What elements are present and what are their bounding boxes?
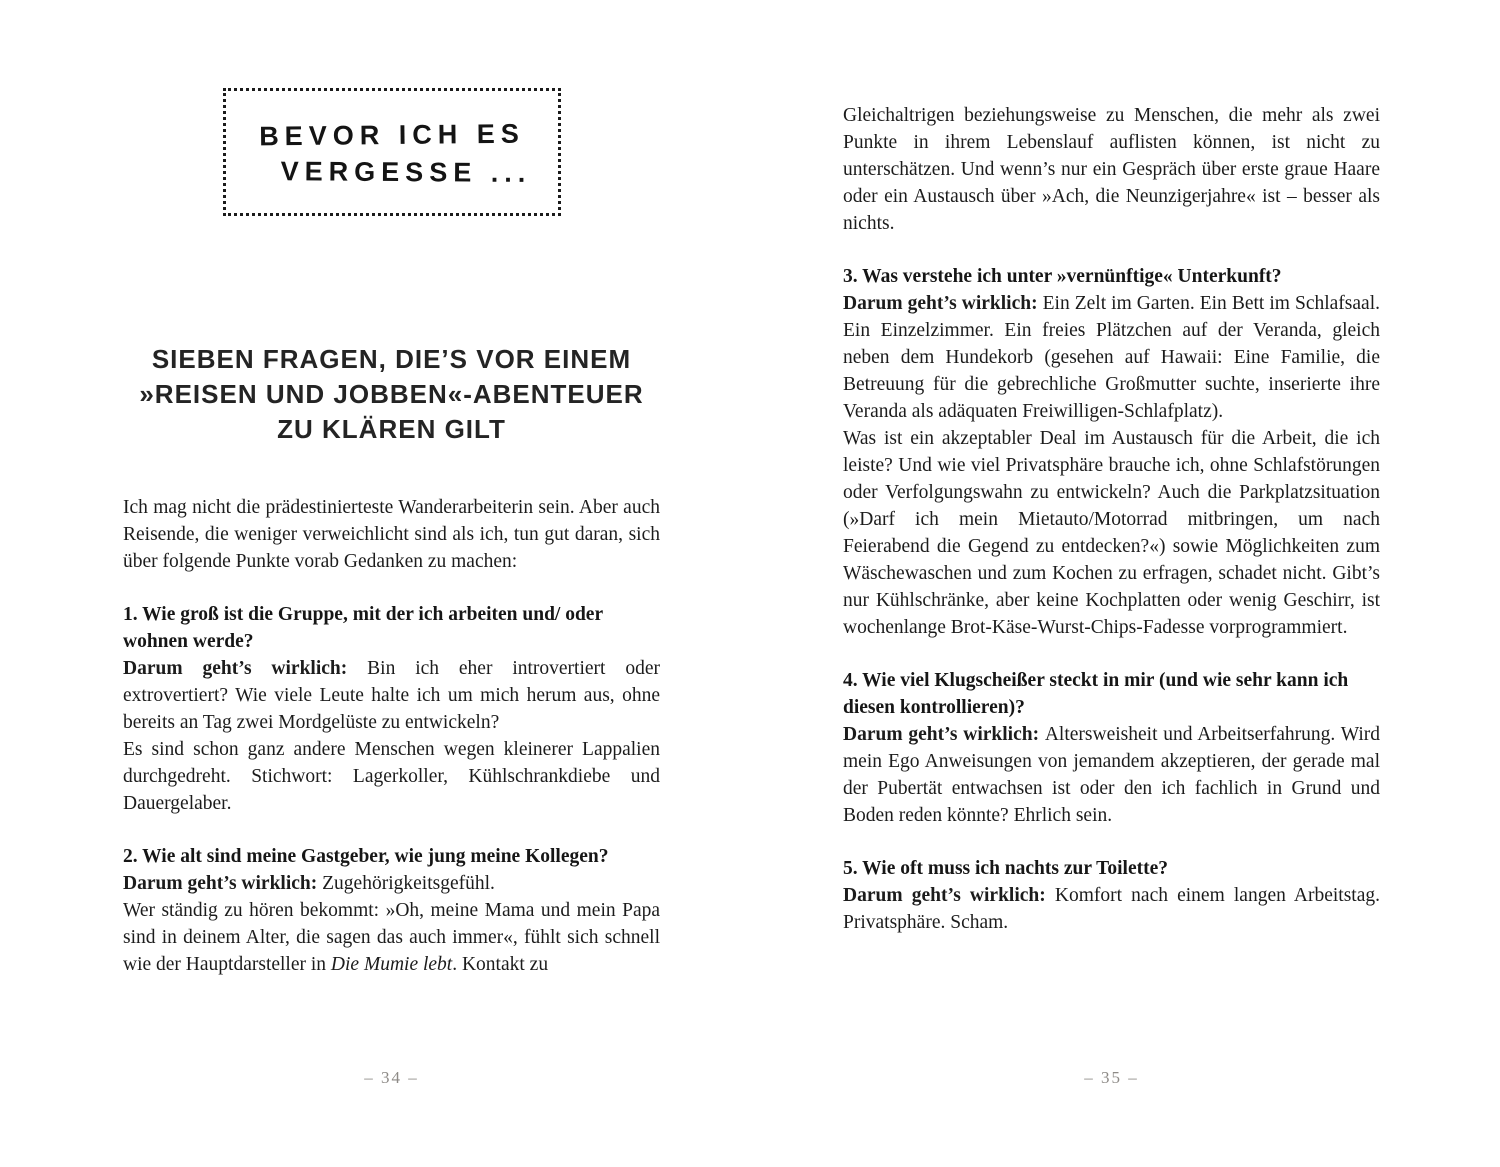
text-segment: Altersweisheit und Arbeitserfahrung. Wird mein Ego Anweisungen von jemandem akzeptieren, der gerade mal der Pubertät entwachsen ist oder den ich fachlich in Grund und Boden reden könnte? Ehrlich sein. <box>843 724 1380 826</box>
section-body <box>843 290 1380 641</box>
bold-lead-text: Darum geht’s wirklich: <box>123 658 368 679</box>
section-body <box>843 882 1380 936</box>
section-body <box>123 870 660 978</box>
text-segment: Ein Zelt im Garten. Ein Bett im Schlafsaal. Ein Einzelzimmer. Ein freies Plätzchen auf der Veranda, gleich neben dem Hundekorb (gesehen auf Hawaii: Eine Familie, die Betreuung für die gebrechliche Großmutter suchte, inserierte ihre Veranda als adäquaten Freiwilligen-Schlafplatz). <box>843 293 1380 422</box>
heading-line: »REISEN UND JOBBEN«-ABENTEUER <box>139 379 644 409</box>
section-title: 1. Wie groß ist die Gruppe, mit der ich arbeiten und/ oder wohnen werde? <box>123 604 603 652</box>
section-title: 4. Wie viel Klugscheißer steckt in mir (und wie sehr kann ich diesen kontrollieren)? <box>843 670 1349 718</box>
right-page <box>843 102 1380 936</box>
section-title: 3. Was verstehe ich unter »vernünftige« Unterkunft? <box>843 266 1282 287</box>
paragraph <box>843 425 1380 641</box>
text-segment: Es sind schon ganz andere Menschen wegen kleinerer Lappalien durchgedreht. Stichwort: Lagerkoller, Kühlschrankdiebe und Dauergelaber. <box>123 739 660 814</box>
paragraph <box>123 870 660 897</box>
question-section-2 <box>123 843 660 978</box>
text-segment: Was ist ein akzeptabler Deal im Austausch für die Arbeit, die ich leiste? Und wie viel Privatsphäre brauche ich, ohne Schlafstörungen oder Verfolgungswahn zu entwickeln? Auch die Parkplatzsituation (»Darf ich mein Mietauto/Motorrad mitbringen, um nach Feierabend die Gegend zu entdecken?«) sowie Möglichkeiten zum Wäschewaschen und zum Kochen zu erfragen, schadet nicht. Gibt’s nur Kühlschränke, aber keine Kochplatten oder wenig Geschirr, ist wochenlange Brot-Käse-Wurst-Chips-Fadesse vorprogrammiert. <box>843 428 1380 638</box>
paragraph <box>123 897 660 978</box>
memo-box <box>223 88 561 216</box>
page-number-left: – 34 – <box>364 1068 419 1087</box>
bold-lead-text: Darum geht’s wirklich: <box>843 293 1043 314</box>
section-body <box>843 721 1380 829</box>
memo-box-line: BEVOR ICH ES <box>258 118 525 152</box>
section-body <box>123 655 660 817</box>
chapter-heading <box>123 342 660 447</box>
section-title: 5. Wie oft muss ich nachts zur Toilette? <box>843 858 1169 879</box>
question-section-3 <box>843 263 1380 641</box>
paragraph <box>843 290 1380 425</box>
question-section-5 <box>843 855 1380 936</box>
paragraph <box>123 736 660 817</box>
question-section-4 <box>843 667 1380 829</box>
paragraph <box>843 721 1380 829</box>
text-segment: Wer ständig zu hören bekommt: »Oh, meine Mama und mein Papa sind in deinem Alter, die sagen das auch immer«, fühlt sich schnell wie der Hauptdarsteller in <box>123 900 660 975</box>
text-segment: Bin ich eher introvertiert oder extrovertiert? Wie viele Leute halte ich um mich herum aus, ohne bereits an Tag zwei Mordgelüste zu entwickeln? <box>123 658 660 733</box>
text-segment: . Kontakt zu <box>452 954 549 975</box>
text-segment: Komfort nach einem langen Arbeitstag. Privatsphäre. Scham. <box>843 885 1380 933</box>
left-page <box>123 88 660 978</box>
text-segment: Zugehörigkeitsgefühl. <box>322 873 495 894</box>
heading-line: ZU KLÄREN GILT <box>277 414 506 444</box>
memo-box-line: VERGESSE ... <box>280 156 531 188</box>
continuation-paragraph: Gleichaltrigen beziehungsweise zu Menschen, die mehr als zwei Punkte in ihrem Lebenslauf auflisten können, ist nicht zu unterschätzen. Und wenn’s nur ein Gespräch über erste graue Haare oder ein Austausch über »Ach, die Neunzigerjahre« ist – besser als nichts. <box>843 105 1380 234</box>
paragraph <box>843 882 1380 936</box>
heading-line: SIEBEN FRAGEN, DIE’S VOR EINEM <box>151 344 632 374</box>
question-section-1 <box>123 601 660 817</box>
italic-text: Die Mumie lebt <box>330 954 453 975</box>
bold-lead-text: Darum geht’s wirklich: <box>123 873 323 894</box>
page-number-right: – 35 – <box>1084 1068 1139 1087</box>
bold-lead-text: Darum geht’s wirklich: <box>843 885 1055 906</box>
paragraph <box>123 655 660 736</box>
intro-paragraph: Ich mag nicht die prädestinierteste Wanderarbeiterin sein. Aber auch Reisende, die weniger verweichlicht sind als ich, tun gut daran, sich über folgende Punkte vorab Gedanken zu machen: <box>123 497 660 572</box>
bold-lead-text: Darum geht’s wirklich: <box>843 724 1045 745</box>
section-title: 2. Wie alt sind meine Gastgeber, wie jung meine Kollegen? <box>123 846 609 867</box>
